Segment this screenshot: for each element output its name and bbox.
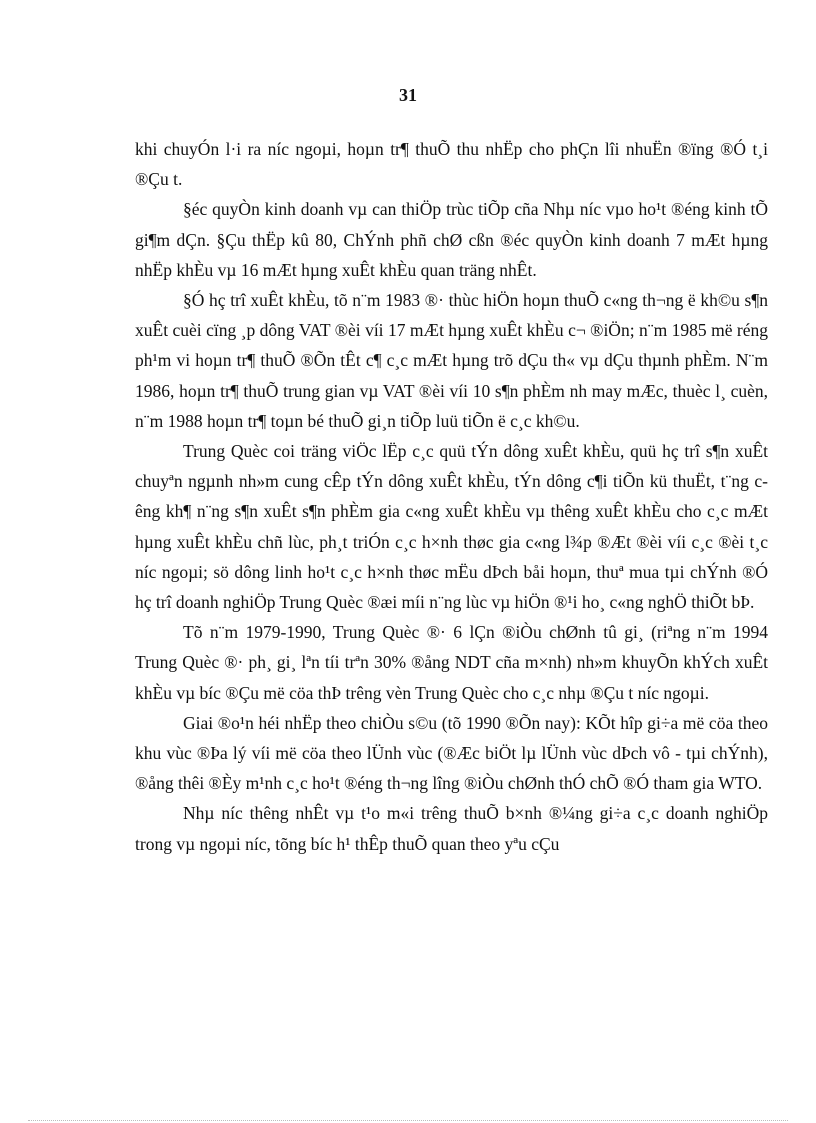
document-body	[135, 134, 768, 859]
paragraph-4: Trung Quèc coi träng viÖc lËp c¸c quü tÝn dông xuÊt khÈu, quü hç trî s¶n xuÊt chuyªn ngµnh nh»m cung cÊp tÝn dông xuÊt khÈu, tÝn dông c¶i tiÕn kü thuËt, t¨ng cêng kh¶ n¨ng s¶n xuÊt s¶n phÈm gia c«ng xuÊt khÈu vµ thêng xuÊt khÈu cho c¸c mÆt hµng xuÊt khÈu chñ lùc, ph¸t triÓn c¸c h×nh thøc gia c«ng l¾p ®Æt ®èi víi c¸c ®èi t¸c níc ngoµi; sö dông linh ho¹t c¸c h×nh thøc mËu dÞch båi hoµn, thuª mua tµi chÝnh ®Ó hç trî doanh nghiÖp Trung Quèc ®æi míi n¨ng lùc vµ hiÖn ®¹i ho¸ c«ng nghÖ thiÕt bÞ.	[135, 441, 768, 613]
paragraph-6: Giai ®o¹n héi nhËp theo chiÒu s©u (tõ 1990 ®Õn nay): KÕt hîp gi÷a më cöa theo khu vùc ®Þa lý víi më cöa theo lÜnh vùc (®Æc biÖt lµ lÜnh vùc dÞch vô - tµi chÝnh), ®ång thêi ®Èy m¹nh c¸c ho¹t ®éng th¬ng lîng ®iÒu chØnh thÓ chÕ ®Ó tham gia WTO.	[135, 712, 768, 794]
paragraph-5: Tõ n¨m 1979-1990, Trung Quèc ®· 6 lÇn ®iÒu chØnh tû gi¸ (riªng n¨m 1994 Trung Quèc ®· ph¸ gi¸ lªn tíi trªn 30% ®ång NDT cña m×nh) nh»m khuyÕn khÝch xuÊt khÈu vµ bíc ®Çu më cöa thÞ trêng vèn Trung Quèc cho c¸c nhµ ®Çu t níc ngoµi.	[135, 622, 768, 703]
page-bottom-divider	[28, 1120, 788, 1121]
paragraph-1: khi chuyÓn l·i ra níc ngoµi, hoµn tr¶ thuÕ thu nhËp cho phÇn lîi nhuËn ®ïng ®Ó t¸i ®Çu t.	[135, 139, 768, 190]
paragraph-7: Nhµ níc thêng nhÊt vµ t¹o m«i trêng thuÕ b×nh ®¼ng gi÷a c¸c doanh nghiÖp trong vµ ngoµi níc, tõng bíc h¹ thÊp thuÕ quan theo yªu cÇu	[135, 803, 768, 854]
paragraph-3: §Ó hç trî xuÊt khÈu, tõ n¨m 1983 ®· thùc hiÖn hoµn thuÕ c«ng th¬ng ë kh©u s¶n xuÊt cuèi cïng ¸p dông VAT ®èi víi 17 mÆt hµng xuÊt khÈu c¬ ®iÖn; n¨m 1985 më réng ph¹m vi hoµn tr¶ thuÕ ®Õn tÊt c¶ c¸c mÆt hµng trõ dÇu th« vµ dÇu thµnh phÈm. N¨m 1986, hoµn tr¶ thuÕ trung gian vµ VAT ®èi víi 10 s¶n phÈm nh may mÆc, thuèc l¸ cuèn, n¨m 1988 hoµn tr¶ toµn bé thuÕ gi¸n tiÕp luü tiÕn ë c¸c kh©u.	[135, 290, 768, 431]
paragraph-2: §éc quyÒn kinh doanh vµ can thiÖp trùc tiÕp cña Nhµ níc vµo ho¹t ®éng kinh tÕ gi¶m dÇn. §Çu thËp kû 80, ChÝnh phñ chØ cßn ®éc quyÒn kinh doanh 7 mÆt hµng nhËp khÈu vµ 16 mÆt hµng xuÊt khÈu quan träng nhÊt.	[135, 199, 768, 280]
page-number: 31	[399, 85, 417, 105]
